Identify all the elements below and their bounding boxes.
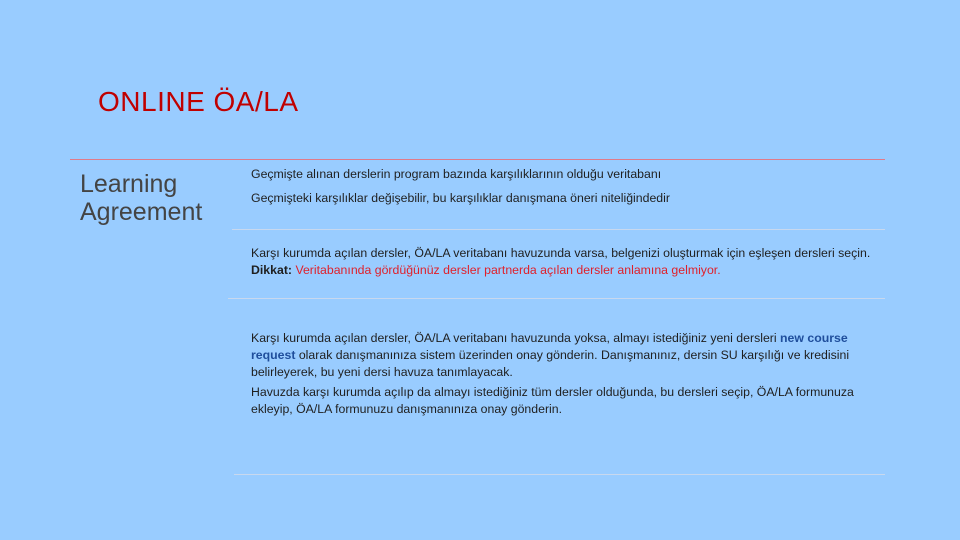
divider	[70, 159, 885, 160]
paragraph-new-course-request	[251, 330, 881, 381]
heading-line-1: Learning	[80, 170, 178, 198]
paragraph-submit-form: Havuzda karşı kurumda açılıp da almayı istediğiniz tüm dersler olduğunda, bu dersleri seçip, ÖA/LA formunuza ekleyip, ÖA/LA formunuzu danışmanınıza onay gönderin.	[251, 385, 854, 416]
paragraph-advisor-note: Geçmişteki karşılıklar değişebilir, bu karşılıklar danışmana öneri niteliğindedir	[251, 191, 670, 205]
learning-agreement-heading	[80, 170, 202, 226]
select-courses-text: Karşı kurumda açılan dersler, ÖA/LA veritabanı havuzunda varsa, belgenizi oluşturmak için eşleşen dersleri seçin.	[251, 246, 871, 260]
new-course-request-highlight: new course request	[251, 331, 848, 362]
divider	[234, 474, 885, 475]
paragraph-select-courses	[251, 245, 881, 279]
page-title: ONLINE ÖA/LA	[98, 86, 299, 117]
new-course-text-after: olarak danışmanınıza sistem üzerinden onay gönderin. Danışmanınız, dersin SU karşılığı ve kredisini belirleyerek, bu yeni dersi havuza tanımlayacak.	[251, 348, 850, 379]
divider	[228, 298, 885, 299]
new-course-text-before: Karşı kurumda açılan dersler, ÖA/LA veritabanı havuzunda yoksa, almayı istediğiniz yeni dersleri	[251, 331, 777, 345]
divider	[232, 229, 885, 230]
heading-line-2: Agreement	[80, 198, 203, 226]
warning-text: Veritabanında gördüğünüz dersler partnerda açılan dersler anlamına gelmiyor.	[295, 263, 721, 277]
dikkat-label: Dikkat:	[251, 263, 293, 277]
paragraph-database: Geçmişte alınan derslerin program bazında karşılıklarının olduğu veritabanı	[251, 167, 662, 181]
